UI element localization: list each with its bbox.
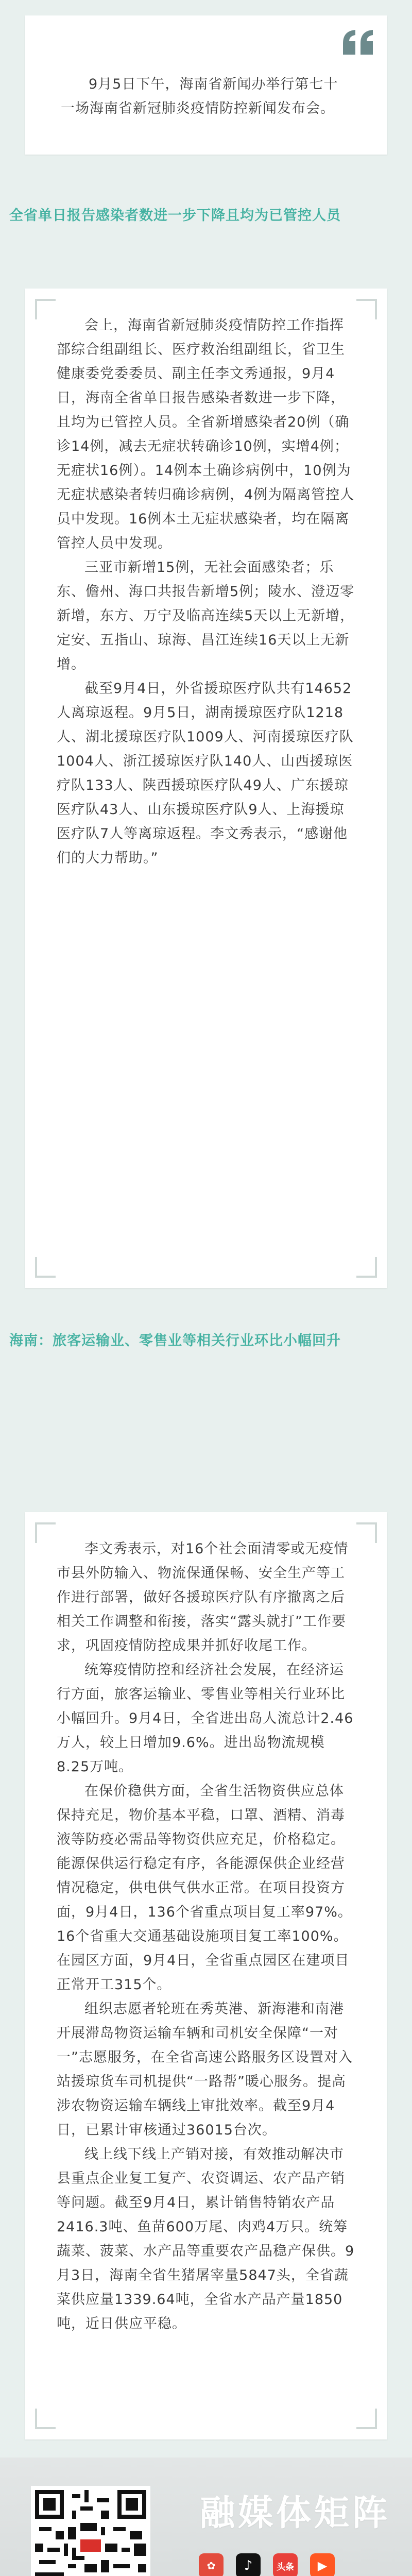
section-1-card bbox=[25, 289, 387, 1288]
toutiao-news-label: 头条 bbox=[277, 2562, 294, 2572]
paragraph: 线上线下线上产销对接，有效推动解决市县重点企业复工复产、农资调运、农产品产销等问题。截至9月4日，累计销售特销农产品2416.3吨、鱼苗600万尾、肉鸡4万只。统筹蔬菜、菠菜、水产品等重要农产品稳产保供。9月3日，海南全省生猪屠宰量5847头，全省蔬菜供应量1339.64吨，全省水产品产量1850吨，近日供应平稳。 bbox=[57, 2146, 355, 2332]
corner-decoration bbox=[356, 2409, 377, 2429]
qr-code[interactable] bbox=[31, 2486, 150, 2576]
corner-decoration bbox=[35, 1522, 56, 1543]
corner-decoration bbox=[356, 1257, 377, 1278]
section-2-card bbox=[25, 1512, 387, 2439]
douyin-icon[interactable]: ♪ bbox=[236, 2553, 261, 2576]
section-1-heading: 全省单日报告感染者数进一步下降且均为已管控人员 bbox=[9, 208, 341, 224]
qr-code-pattern bbox=[31, 2486, 150, 2576]
section-2-heading: 海南：旅客运输业、零售业等相关行业环比小幅回升 bbox=[9, 1333, 341, 1349]
quote-icon bbox=[340, 28, 376, 57]
corner-decoration bbox=[35, 299, 56, 319]
paragraph: 统筹疫情防控和经济社会发展，在经济运行方面，旅客运输业、零售业等相关行业环比小幅回升。9月4日，全省进出岛人流总计2.46万人，较上日增加9.6%。进出岛物流规模8.25万吨。 bbox=[57, 1662, 354, 1775]
toutiao-icon[interactable]: ✿ bbox=[199, 2553, 224, 2576]
paragraph: 截至9月4日，外省援琼医疗队共有14652人离琼返程。9月5日，湖南援琼医疗队1218人、湖北援琼医疗队1009人、河南援琼医疗队1004人、浙江援琼医疗队140人、山西援琼医疗队133人、陕西援琼医疗队49人、广东援琼医疗队43人、山东援琼医疗队9人、上海援琼医疗队7人等离琼返程。李文秀表示，“感谢他们的大力帮助。” bbox=[57, 681, 354, 866]
kuaishou-icon[interactable]: ▶ bbox=[310, 2553, 335, 2576]
corner-decoration bbox=[35, 2409, 56, 2429]
matrix-title: 融媒体矩阵 bbox=[200, 2493, 391, 2534]
paragraph: 李文秀表示，对16个社会面清零或无疫情市县外防输入、物流保通保畅、安全生产等工作进行部署，做好各援琼医疗队有序撤离之后相关工作调整和衔接，落实“露头就打”工作要求，巩固疫情防控成果并抓好收尾工作。 bbox=[57, 1541, 349, 1654]
paragraph: 组织志愿者轮班在秀英港、新海港和南港开展滞岛物资运输车辆和司机安全保障“一对一”志愿服务，在全省高速公路服务区设置对入站援琼货车司机提供“一路帮”暖心服务。提高涉农物资运输车辆线上审批效率。截至9月4日，已累计审核通过36015台次。 bbox=[57, 2001, 353, 2138]
corner-decoration bbox=[356, 1522, 377, 1543]
paragraph: 会上，海南省新冠肺炎疫情防控工作指挥部综合组副组长、医疗救治组副组长，省卫生健康委党委委员、副主任李文秀通报，9月4日，海南全省单日报告感染者数进一步下降，且均为已管控人员。全省新增感染者20例（确诊14例，减去无症状转确诊10例，实增4例；无症状16例）。14例本土确诊病例中，10例为无症状感染者转归确诊病例，4例为隔离管控人员中发现。16例本土无症状感染者，均在隔离管控人员中发现。 bbox=[57, 317, 355, 551]
media-matrix bbox=[0, 2458, 412, 2576]
corner-decoration bbox=[356, 299, 377, 319]
toutiao-news-icon[interactable] bbox=[273, 2553, 298, 2576]
intro-card bbox=[25, 15, 387, 155]
paragraph: 在保价稳供方面，全省生活物资供应总体保持充足，物价基本平稳，口罩、酒精、消毒液等防疫必需品等物资供应充足，价格稳定。能源保供运行稳定有序，各能源保供企业经营情况稳定，供电供气供水正常。在项目投资方面，9月4日，136个省重点项目复工率97%。16个省重大交通基础设施项目复工率100%。在园区方面，9月4日，全省重点园区在建项目正常开工315个。 bbox=[57, 1783, 352, 1993]
intro-text: 9月5日下午，海南省新闻办举行第七十一场海南省新冠肺炎疫情防控新闻发布会。 bbox=[61, 76, 338, 116]
social-icon-row bbox=[199, 2553, 335, 2576]
paragraph: 三亚市新增15例，无社会面感染者；乐东、儋州、海口共报告新增5例；陵水、澄迈零新增，东方、万宁及临高连续5天以上无新增，定安、五指山、琼海、昌江连续16天以上无新增。 bbox=[57, 560, 355, 672]
corner-decoration bbox=[35, 1257, 56, 1278]
